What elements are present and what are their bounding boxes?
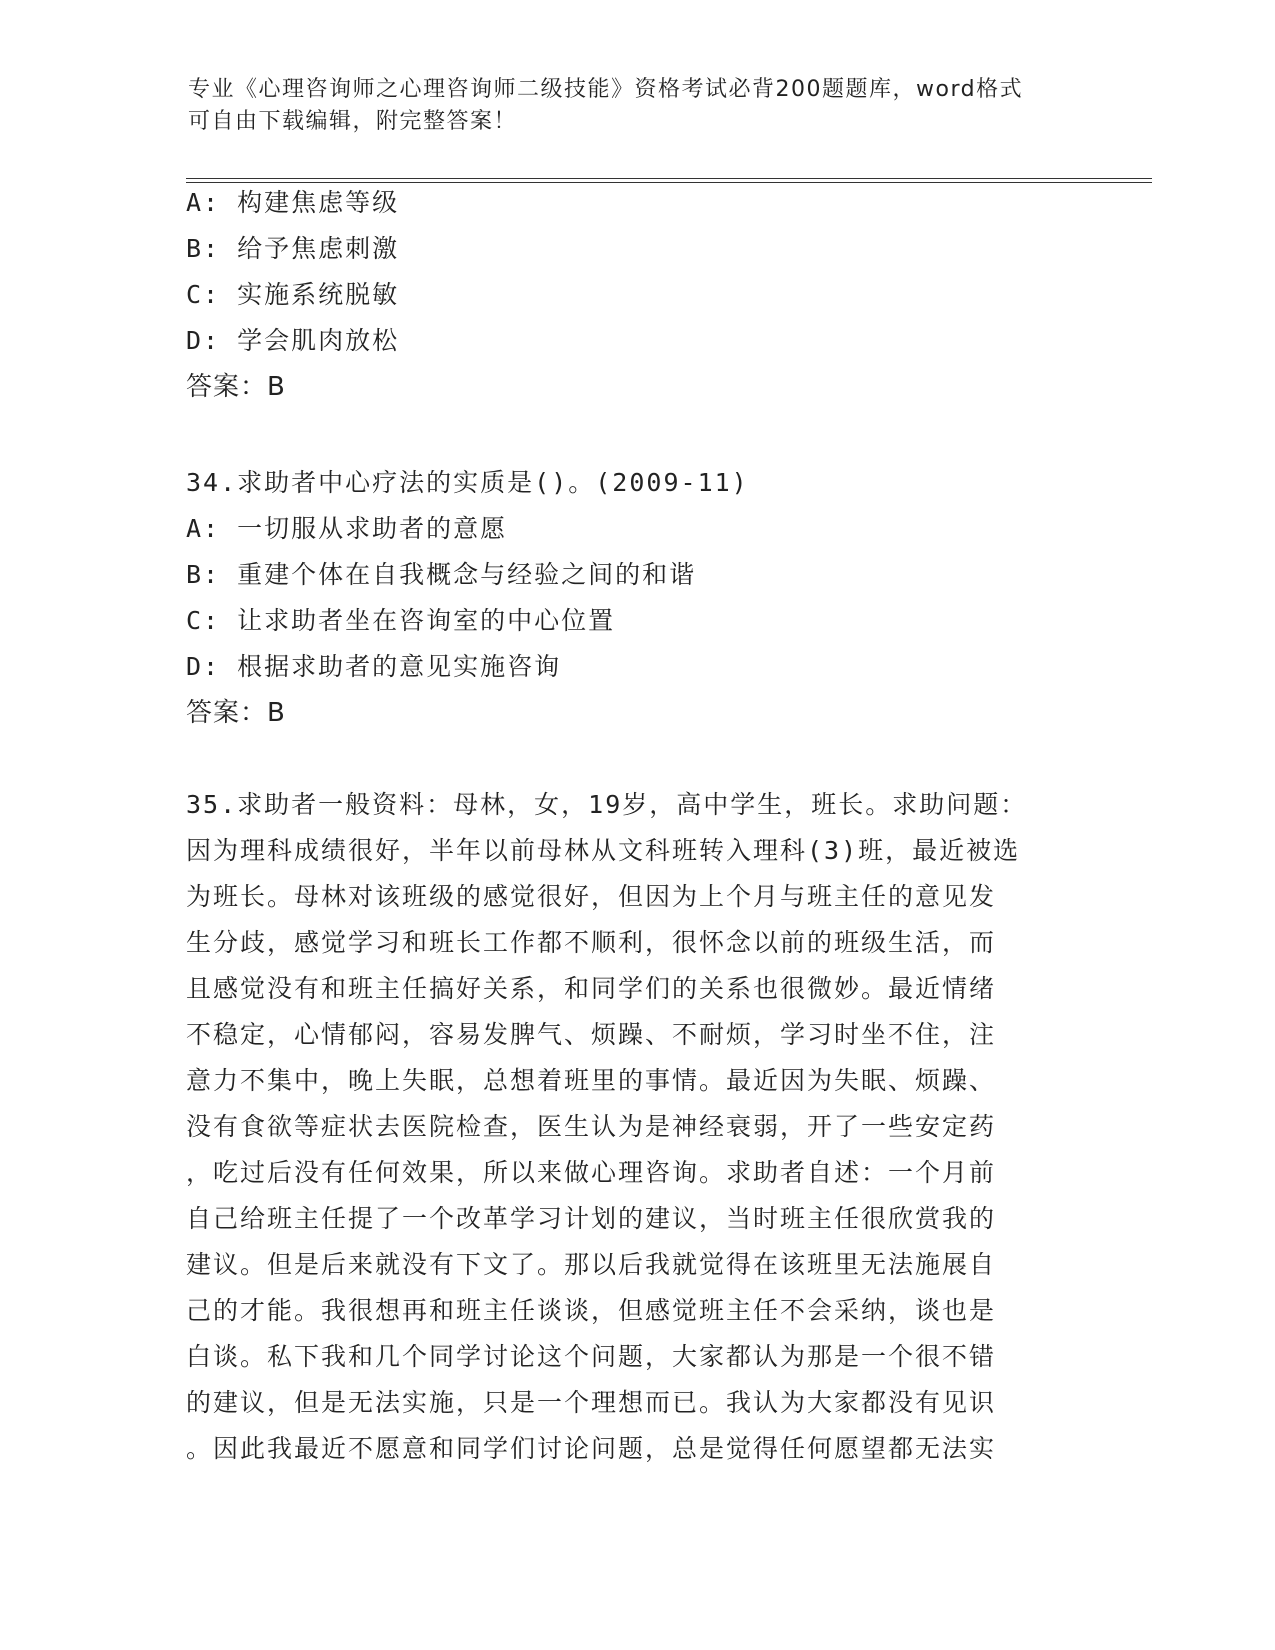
- paragraph-line: ，吃过后没有任何效果，所以来做心理咨询。求助者自述：一个月前: [186, 1158, 997, 1187]
- paragraph-line: 白谈。私下我和几个同学讨论这个问题，大家都认为那是一个很不错: [186, 1342, 997, 1371]
- option-b: B: 给予焦虑刺激: [186, 234, 400, 263]
- paragraph-line: 生分歧，感觉学习和班长工作都不顺利，很怀念以前的班级生活，而: [186, 928, 997, 957]
- paragraph-line: 35.求助者一般资料：母林，女，19岁，高中学生，班长。求助问题：: [186, 790, 1028, 819]
- header-title-line-1: 专业《心理咨询师之心理咨询师二级技能》资格考试必背200题题库，word格式: [188, 77, 1024, 102]
- answer-line: 答案：B: [186, 372, 286, 402]
- paragraph-line: 意力不集中，晚上失眠，总想着班里的事情。最近因为失眠、烦躁、: [186, 1066, 997, 1095]
- option-a: A: 一切服从求助者的意愿: [186, 514, 508, 543]
- paragraph-line: 自己给班主任提了一个改革学习计划的建议，当时班主任很欣赏我的: [186, 1204, 997, 1233]
- option-c: C: 让求助者坐在咨询室的中心位置: [186, 606, 616, 635]
- paragraph-line: 为班长。母林对该班级的感觉很好，但因为上个月与班主任的意见发: [186, 882, 997, 911]
- question-34-block: [186, 460, 1086, 736]
- option-a: A: 构建焦虑等级: [186, 188, 400, 217]
- option-d: D: 根据求助者的意见实施咨询: [186, 652, 562, 681]
- paragraph-line: 的建议，但是无法实施，只是一个理想而已。我认为大家都没有见识: [186, 1388, 997, 1417]
- paragraph-line: 因为理科成绩很好，半年以前母林从文科班转入理科(3)班，最近被选: [186, 836, 1021, 865]
- paragraph-line: 且感觉没有和班主任搞好关系，和同学们的关系也很微妙。最近情绪: [186, 974, 997, 1003]
- question-35-block: [186, 782, 1086, 1472]
- paragraph-line: 。因此我最近不愿意和同学们讨论问题，总是觉得任何愿望都无法实: [186, 1434, 997, 1463]
- question-33-block: [186, 180, 1086, 410]
- paragraph-line: 己的才能。我很想再和班主任谈谈，但感觉班主任不会采纳，谈也是: [186, 1296, 997, 1325]
- question-text: 34.求助者中心疗法的实质是()。(2009-11): [186, 468, 749, 497]
- paragraph-line: 建议。但是后来就没有下文了。那以后我就觉得在该班里无法施展自: [186, 1250, 997, 1279]
- option-b: B: 重建个体在自我概念与经验之间的和谐: [186, 560, 697, 589]
- option-d: D: 学会肌肉放松: [186, 326, 400, 355]
- document-header: [188, 74, 1068, 138]
- option-c: C: 实施系统脱敏: [186, 280, 400, 309]
- paragraph-line: 不稳定，心情郁闷，容易发脾气、烦躁、不耐烦，学习时坐不住，注: [186, 1020, 997, 1049]
- answer-line: 答案：B: [186, 698, 286, 728]
- paragraph-line: 没有食欲等症状去医院检查，医生认为是神经衰弱，开了一些安定药: [186, 1112, 997, 1141]
- header-title-line-2: 可自由下载编辑，附完整答案！: [188, 109, 518, 134]
